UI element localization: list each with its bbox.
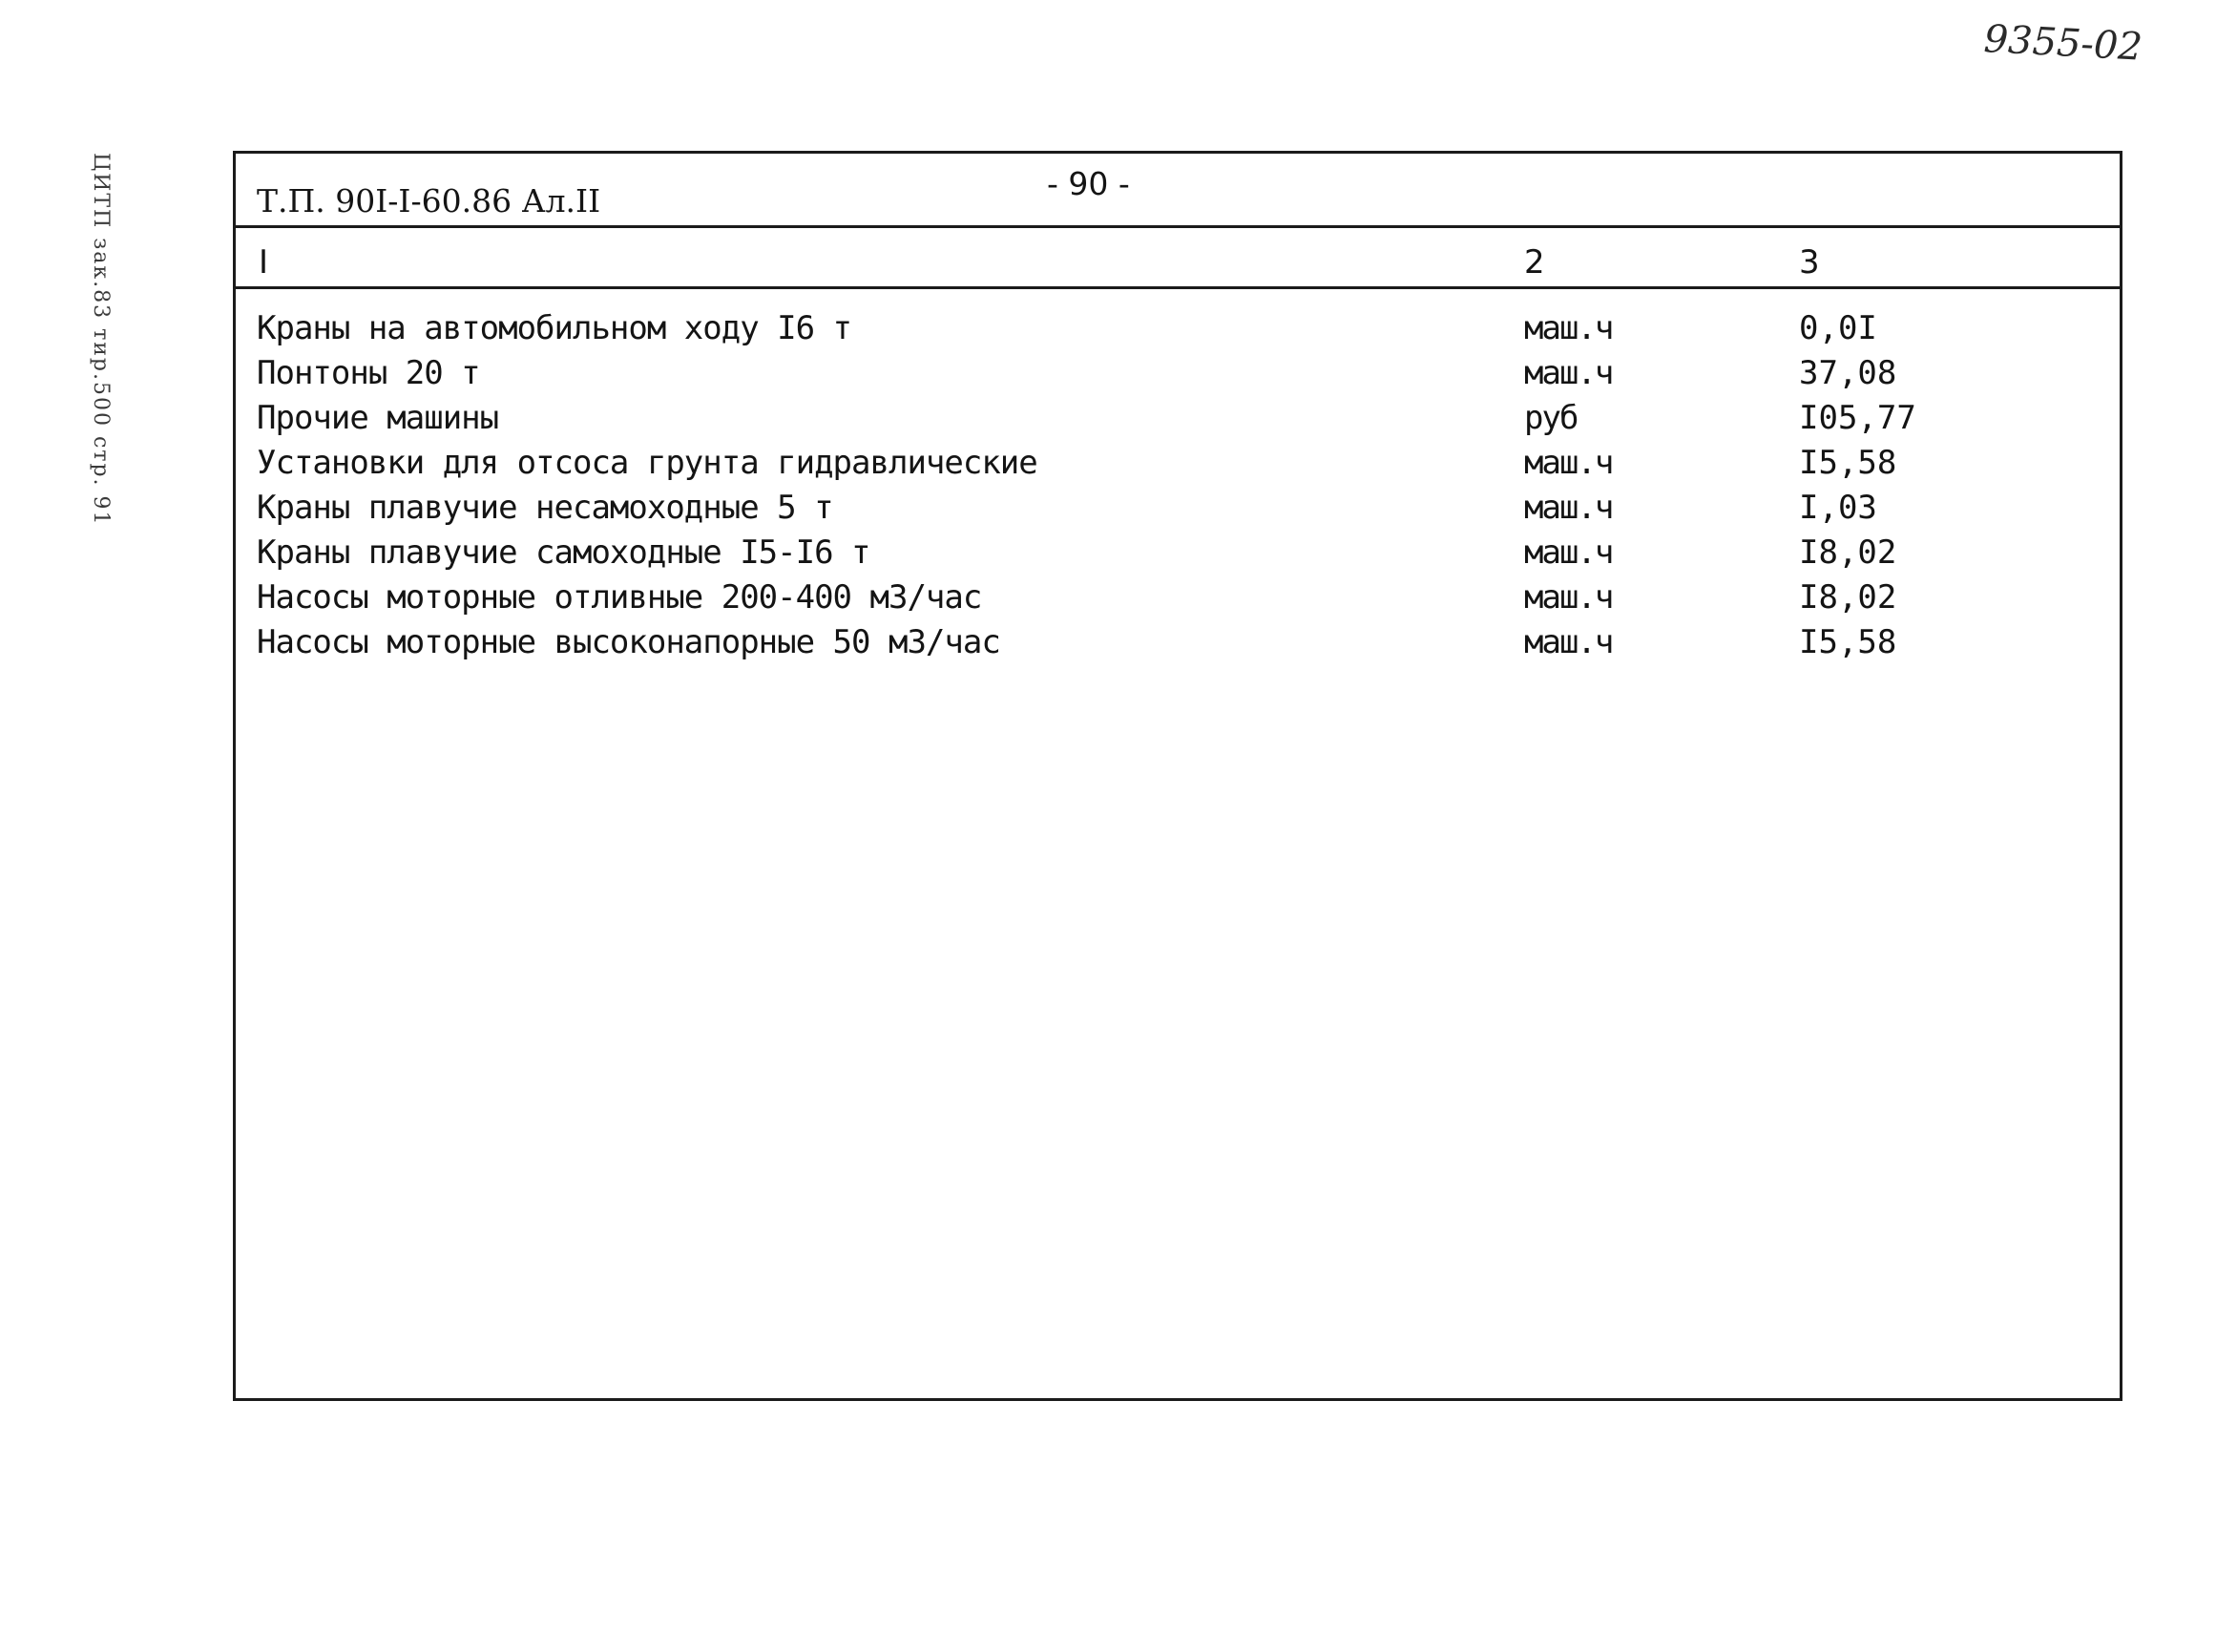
row-name: Насосы моторные высоконапорные 50 м3/час <box>257 623 1000 661</box>
row-unit: руб <box>1524 399 1578 437</box>
document-sheet <box>233 151 2122 1401</box>
row-value: 37,08 <box>1799 354 1897 392</box>
column-header-value: 3 <box>1799 243 1820 282</box>
row-name: Прочие машины <box>257 399 499 437</box>
table-row <box>236 531 2120 575</box>
row-value: 0,0I <box>1799 309 1877 347</box>
row-name: Понтоны 20 т <box>257 354 480 392</box>
handwritten-archive-number: 9355-02 <box>1982 17 2143 70</box>
row-value: I,03 <box>1799 489 1877 527</box>
print-stamp: ЦИТП зак.83 тир.500 стр. 91 <box>89 153 113 527</box>
row-value: I8,02 <box>1799 533 1897 572</box>
row-unit: маш.ч <box>1524 309 1613 347</box>
table-header <box>236 228 2120 289</box>
document-header <box>236 154 2120 228</box>
table-row <box>236 575 2120 620</box>
row-unit: маш.ч <box>1524 623 1613 661</box>
row-unit: маш.ч <box>1524 578 1613 617</box>
row-name: Краны плавучие самоходные I5-I6 т <box>257 533 870 572</box>
table-row <box>236 486 2120 531</box>
row-name: Краны на автомобильном ходу I6 т <box>257 309 852 347</box>
table-row <box>236 620 2120 665</box>
row-value: I05,77 <box>1799 399 1916 437</box>
row-name: Установки для отсоса грунта гидравлические <box>257 444 1037 482</box>
page-number: - 90 - <box>1047 165 1130 202</box>
column-header-name: I <box>259 243 269 282</box>
row-unit: маш.ч <box>1524 489 1613 527</box>
row-unit: маш.ч <box>1524 354 1613 392</box>
table-row <box>236 351 2120 396</box>
table-row <box>236 396 2120 441</box>
table-body <box>236 306 2120 665</box>
row-value: I8,02 <box>1799 578 1897 617</box>
row-unit: маш.ч <box>1524 533 1613 572</box>
table-row <box>236 441 2120 486</box>
row-unit: маш.ч <box>1524 444 1613 482</box>
column-header-unit: 2 <box>1524 243 1545 282</box>
row-name: Краны плавучие несамоходные 5 т <box>257 489 833 527</box>
document-code: Т.П. 90I-I-60.86 Ал.II <box>257 182 601 220</box>
table-row <box>236 306 2120 351</box>
row-name: Насосы моторные отливные 200-400 м3/час <box>257 578 982 617</box>
row-value: I5,58 <box>1799 444 1897 482</box>
row-value: I5,58 <box>1799 623 1897 661</box>
